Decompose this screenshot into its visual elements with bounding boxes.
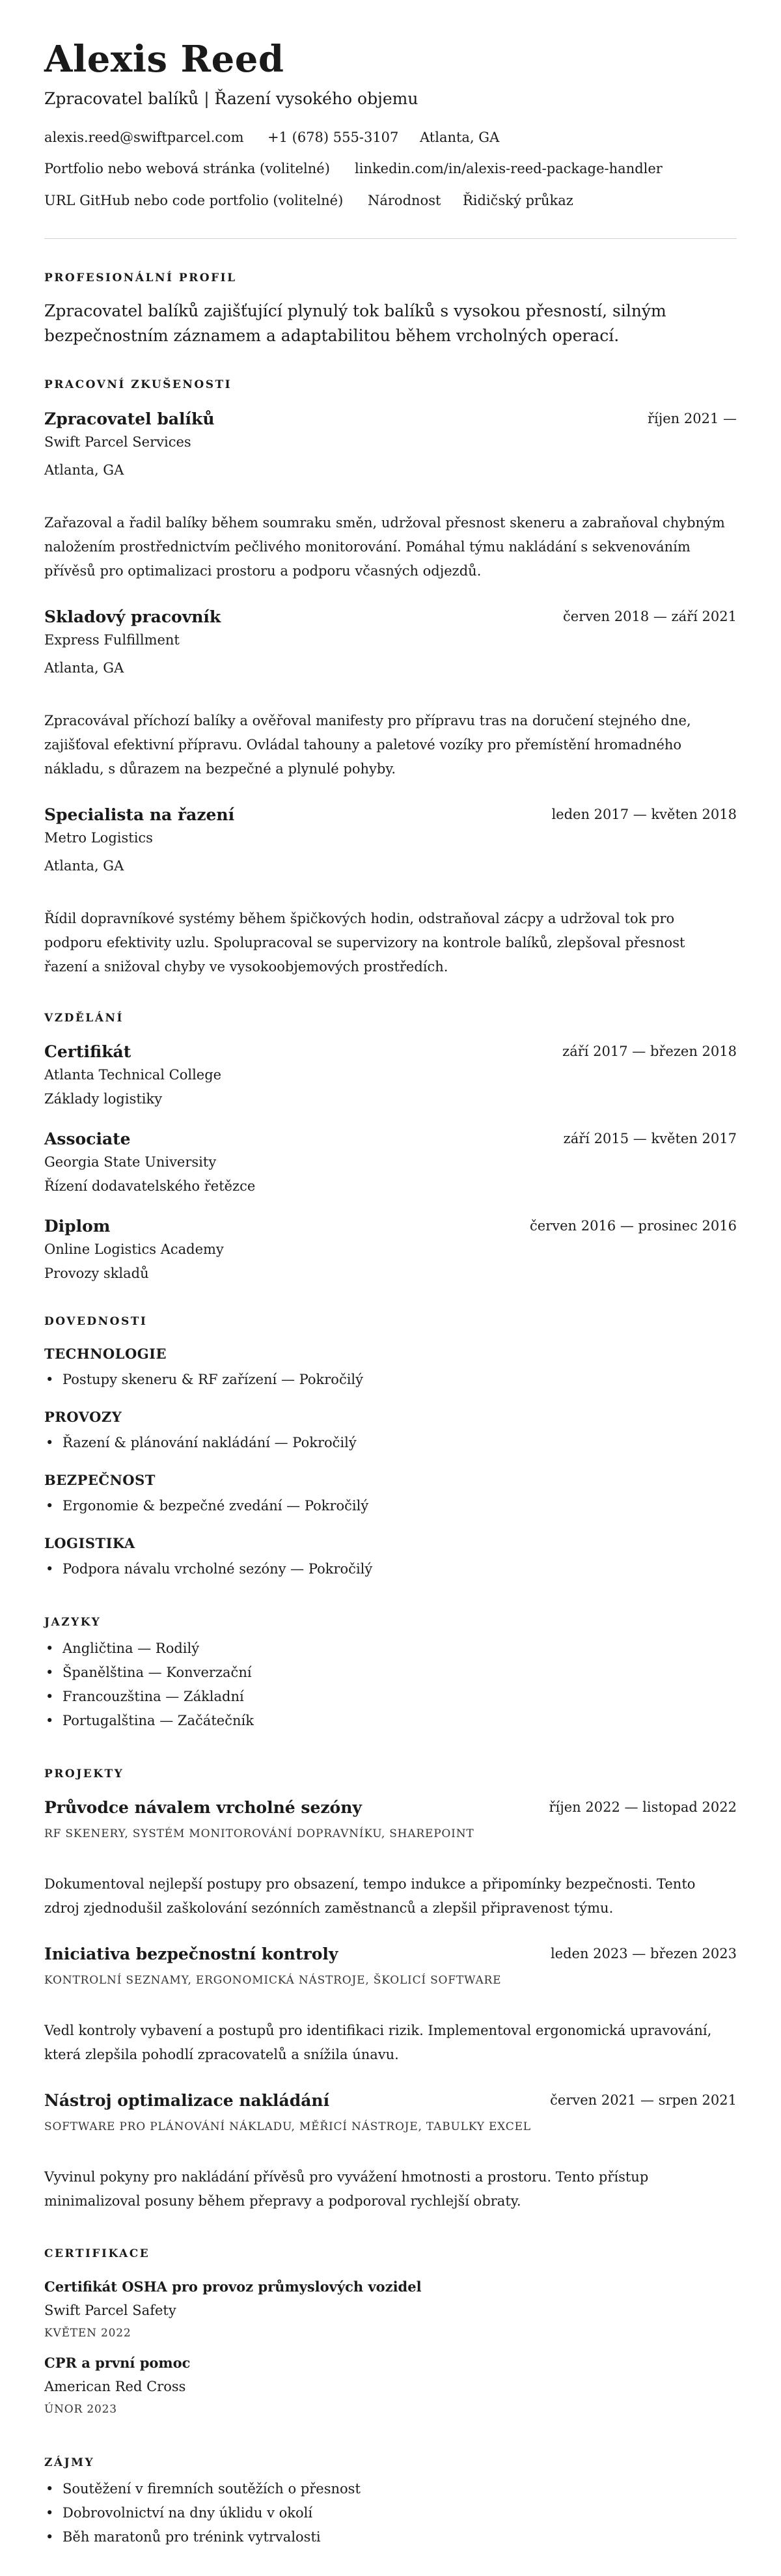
contact-email[interactable]: alexis.reed@swiftparcel.com	[44, 130, 244, 145]
project-dates: říjen 2022 — listopad 2022	[549, 1799, 737, 1815]
profile-summary-line-2: bezpečnostním záznamem a adaptabilitou během vrcholných operací.	[44, 326, 620, 345]
contact-location: Atlanta, GA	[420, 130, 500, 145]
job-company: Express Fulfillment	[44, 632, 180, 648]
certification-issuer: Swift Parcel Safety	[44, 2303, 176, 2318]
job-description-line: Zařazoval a řadil balíky během soumraku směn, udržoval přesnost skeneru a zabraňoval chybným	[44, 515, 725, 531]
section-heading-education: VZDĚLÁNÍ	[44, 1012, 124, 1025]
job-dates: říjen 2021 —	[647, 411, 737, 426]
job-description-line: zajišťoval efektivní přípravu. Ovládal tahouny a paletové vozíky pro přemístění hromadného	[44, 737, 682, 753]
education-field: Základy logistiky	[44, 1091, 163, 1107]
language-item: • Portugalština — Začátečník	[62, 1713, 254, 1728]
job-title: Zpracovatel balíků	[44, 409, 215, 428]
certification-name: CPR a první pomoc	[44, 2355, 191, 2371]
education-degree: Diplom	[44, 1217, 111, 1236]
section-heading-projects: PROJEKTY	[44, 1767, 124, 1780]
job-location: Atlanta, GA	[44, 462, 124, 478]
job-description-line: přívěsů pro optimalizaci prostoru a podporu včasných odjezdů.	[44, 563, 482, 579]
project-dates: červen 2021 — srpen 2021	[550, 2092, 737, 2108]
section-heading-profile: PROFESIONÁLNÍ PROFIL	[44, 271, 237, 284]
job-description-line: Řídil dopravníkové systémy během špičkových hodin, odstraňoval zácpy a udržoval tok pro	[44, 911, 675, 926]
contact-nationality: Národnost	[368, 193, 441, 208]
interest-item: • Soutěžení v firemních soutěžích o přesnost	[62, 2481, 361, 2497]
contact-github[interactable]: URL GitHub nebo code portfolio (volitelné)	[44, 193, 344, 208]
skill-item: • Postupy skeneru & RF zařízení — Pokročilý	[62, 1372, 363, 1387]
section-heading-languages: JAZYKY	[44, 1616, 102, 1629]
section-heading-certifications: CERTIFIKACE	[44, 2247, 150, 2260]
skill-item: • Podpora návalu vrcholné sezóny — Pokročilý	[62, 1561, 372, 1577]
job-title: Skladový pracovník	[44, 607, 221, 626]
project-dates: leden 2023 — březen 2023	[550, 1946, 737, 1961]
section-heading-skills: DOVEDNOSTI	[44, 1315, 148, 1328]
contact-phone: +1 (678) 555-3107	[267, 130, 399, 145]
education-degree: Associate	[44, 1129, 131, 1148]
job-description-line: naložením prostřednictvím pečlivého monitorování. Pomáhal týmu nakládání s sekvenováním	[44, 539, 691, 555]
job-location: Atlanta, GA	[44, 858, 124, 874]
education-dates: září 2017 — březen 2018	[562, 1044, 737, 1059]
education-school: Georgia State University	[44, 1154, 217, 1170]
skill-category: LOGISTIKA	[44, 1535, 135, 1551]
contact-license: Řidičský průkaz	[463, 193, 573, 208]
project-title: Průvodce návalem vrcholné sezóny	[44, 1798, 362, 1817]
contact-portfolio[interactable]: Portfolio nebo webová stránka (volitelné)	[44, 161, 330, 176]
certification-date: ÚNOR 2023	[44, 2403, 117, 2416]
section-heading-interests: ZÁJMY	[44, 2456, 95, 2469]
skill-category: BEZPEČNOST	[44, 1472, 156, 1488]
candidate-subtitle: Zpracovatel balíků | Řazení vysokého objemu	[44, 89, 418, 108]
education-dates: červen 2016 — prosinec 2016	[530, 1218, 737, 1234]
job-location: Atlanta, GA	[44, 660, 124, 676]
job-dates: červen 2018 — září 2021	[563, 609, 737, 624]
education-school: Online Logistics Academy	[44, 1241, 224, 1257]
certification-date: KVĚTEN 2022	[44, 2327, 131, 2340]
education-dates: září 2015 — květen 2017	[563, 1131, 737, 1146]
contact-linkedin[interactable]: linkedin.com/in/alexis-reed-package-handler	[355, 161, 663, 176]
job-description-line: řazení a snižoval chyby ve vysokoobjemových prostředích.	[44, 959, 448, 975]
interest-item: • Běh maratonů pro trénink vytrvalosti	[62, 2529, 321, 2545]
project-description-line: Vedl kontroly vybavení a postupů pro identifikaci rizik. Implementoval ergonomická upravování,	[44, 2023, 712, 2038]
job-company: Swift Parcel Services	[44, 434, 191, 450]
project-description-line: minimalizoval posuny během přepravy a podporoval rychlejší obraty.	[44, 2193, 521, 2209]
education-field: Řízení dodavatelského řetězce	[44, 1178, 256, 1194]
project-tech: RF SKENERY, SYSTÉM MONITOROVÁNÍ DOPRAVNÍKU, SHAREPOINT	[44, 1827, 474, 1840]
language-item: • Francouzština — Základní	[62, 1689, 244, 1704]
project-tech: SOFTWARE PRO PLÁNOVÁNÍ NÁKLADU, MĚŘICÍ NÁSTROJE, TABULKY EXCEL	[44, 2120, 531, 2133]
job-company: Metro Logistics	[44, 830, 153, 846]
skill-item: • Řazení & plánování nakládání — Pokročilý	[62, 1435, 357, 1450]
job-description-line: podporu efektivity uzlu. Spolupracoval se supervizory na kontrole balíků, zlepšoval přesnost	[44, 935, 685, 950]
project-description-line: zdroj zjednodušil zaškolování sezónních zaměstnanců a zlepšil připravenost týmu.	[44, 1900, 614, 1916]
job-title: Specialista na řazení	[44, 805, 235, 824]
project-tech: KONTROLNÍ SEZNAMY, ERGONOMICKÁ NÁSTROJE, ŠKOLICÍ SOFTWARE	[44, 1974, 502, 1987]
project-description-line: Dokumentoval nejlepší postupy pro obsazení, tempo indukce a připomínky bezpečnosti. Tento	[44, 1876, 696, 1892]
job-dates: leden 2017 — květen 2018	[551, 807, 737, 822]
project-title: Iniciativa bezpečnostní kontroly	[44, 1945, 338, 1963]
section-heading-experience: PRACOVNÍ ZKUŠENOSTI	[44, 378, 232, 391]
skill-category: PROVOZY	[44, 1409, 122, 1425]
job-description-line: Zpracovával příchozí balíky a ověřoval manifesty pro přípravu tras na doručení stejného dne,	[44, 713, 691, 728]
project-description-line: která zlepšila pohodlí zpracovatelů a snížila únavu.	[44, 2047, 399, 2062]
interest-item: • Dobrovolnictví na dny úklidu v okolí	[62, 2505, 312, 2521]
project-description-line: Vyvinul pokyny pro nakládání přívěsů pro vyvážení hmotnosti a prostoru. Tento přístup	[44, 2169, 649, 2185]
candidate-name: Alexis Reed	[44, 38, 284, 81]
skill-item: • Ergonomie & bezpečné zvedání — Pokročilý	[62, 1498, 368, 1514]
language-item: • Angličtina — Rodilý	[62, 1641, 199, 1656]
skill-category: TECHNOLOGIE	[44, 1346, 167, 1362]
project-title: Nástroj optimalizace nakládání	[44, 2091, 330, 2110]
header-divider	[44, 238, 737, 239]
profile-summary-line-1: Zpracovatel balíků zajišťující plynulý tok balíků s vysokou přesností, silným	[44, 301, 666, 320]
language-item: • Španělština — Konverzační	[62, 1665, 252, 1680]
education-school: Atlanta Technical College	[44, 1067, 222, 1083]
certification-name: Certifikát OSHA pro provoz průmyslových vozidel	[44, 2278, 422, 2295]
education-degree: Certifikát	[44, 1042, 131, 1061]
job-description-line: nákladu, s důrazem na bezpečné a plynulé pohyby.	[44, 761, 396, 777]
education-field: Provozy skladů	[44, 1266, 149, 1281]
certification-issuer: American Red Cross	[44, 2379, 186, 2394]
